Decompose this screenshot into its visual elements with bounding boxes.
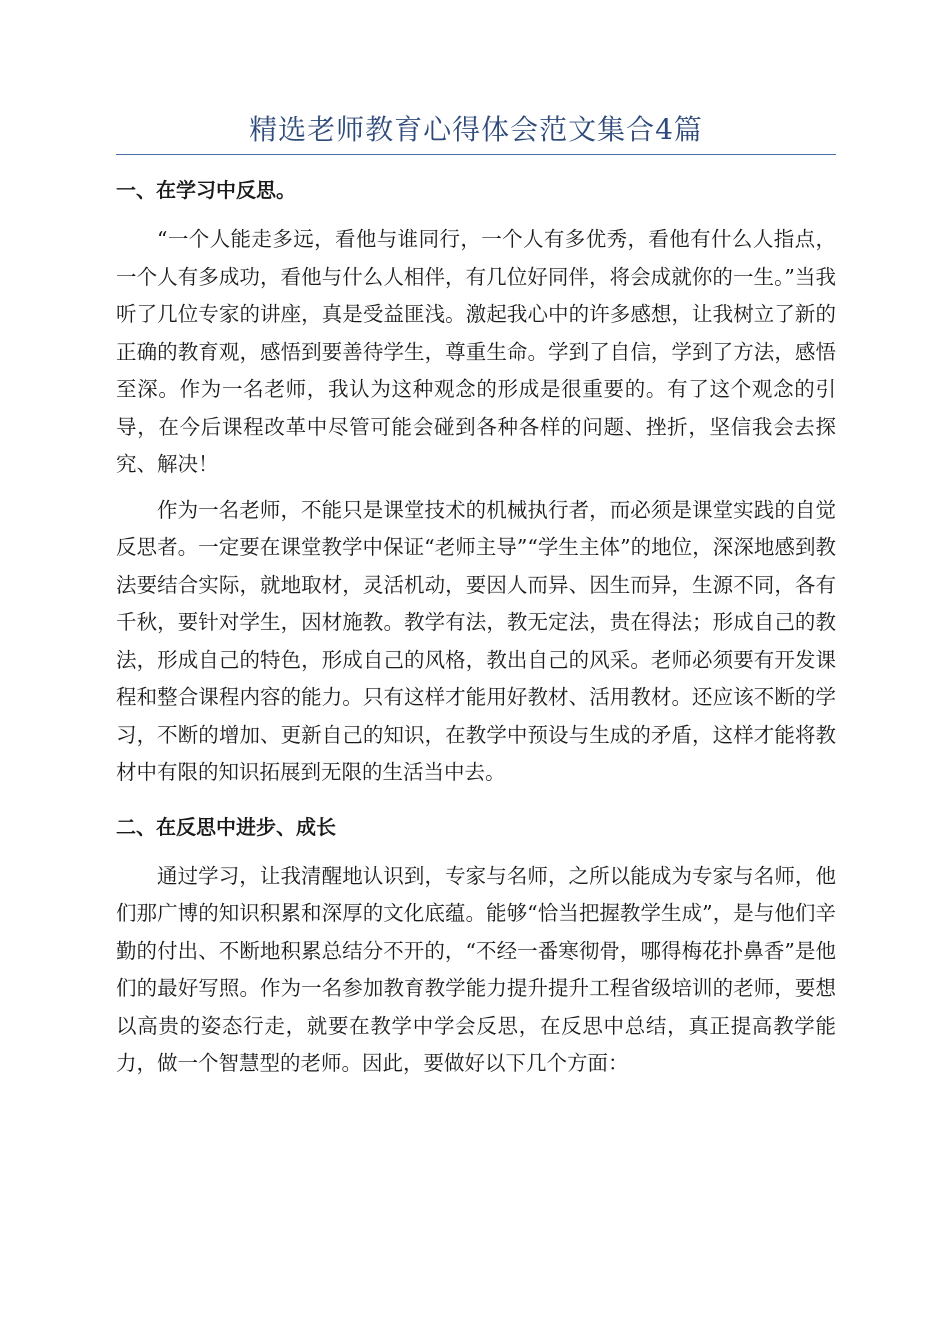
section-1-paragraph-1: “一个人能走多远，看他与谁同行，一个人有多优秀，看他有什么人指点，一个人有多成功，看他与什么人相伴，有几位好同伴，将会成就你的一生。”当我听了几位专家的讲座，真是受益匪浅。激起我心中的许多感想，让我树立了新的正确的教育观，感悟到要善待学生，尊重生命。学到了自信，学到了方法，感悟至深。作为一名老师，我认为这种观念的形成是很重要的。有了这个观念的引导，在今后课程改革中尽管可能会碰到各种各样的问题、挫折，坚信我会去探究、解决！ <box>116 227 836 476</box>
document-title: 精选老师教育心得体会范文集合4篇 <box>116 110 836 155</box>
section-heading-1: 一、在学习中反思。 <box>116 178 296 202</box>
document-page <box>116 110 836 1083</box>
section-heading-2: 二、在反思中进步、成长 <box>116 814 336 839</box>
section-1-paragraph-2: 作为一名老师，不能只是课堂技术的机械执行者，而必须是课堂实践的自觉反思者。一定要在课堂教学中保证“老师主导”“学生主体”的地位，深深地感到教法要结合实际，就地取材，灵活机动，要因人而异、因生而异，生源不同，各有千秋，要针对学生，因材施教。教学有法，教无定法，贵在得法；形成自己的教法，形成自己的特色，形成自己的风格，教出自己的风采。老师必须要有开发课程和整合课程内容的能力。只有这样才能用好教材、活用教材。还应该不断的学习，不断的增加、更新自己的知识，在教学中预设与生成的矛盾，这样才能将教材中有限的知识拓展到无限的生活当中去。 <box>116 497 836 784</box>
section-2-paragraph-1: 通过学习，让我清醒地认识到，专家与名师，之所以能成为专家与名师，他们那广博的知识积累和深厚的文化底蕴。能够“恰当把握教学生成”，是与他们辛勤的付出、不断地积累总结分不开的，“不经一番寒彻骨，哪得梅花扑鼻香”是他们的最好写照。作为一名参加教育教学能力提升提升工程省级培训的老师，要想以高贵的姿态行走，就要在教学中学会反思，在反思中总结，真正提高教学能力，做一个智慧型的老师。因此，要做好以下几个方面： <box>116 863 836 1075</box>
